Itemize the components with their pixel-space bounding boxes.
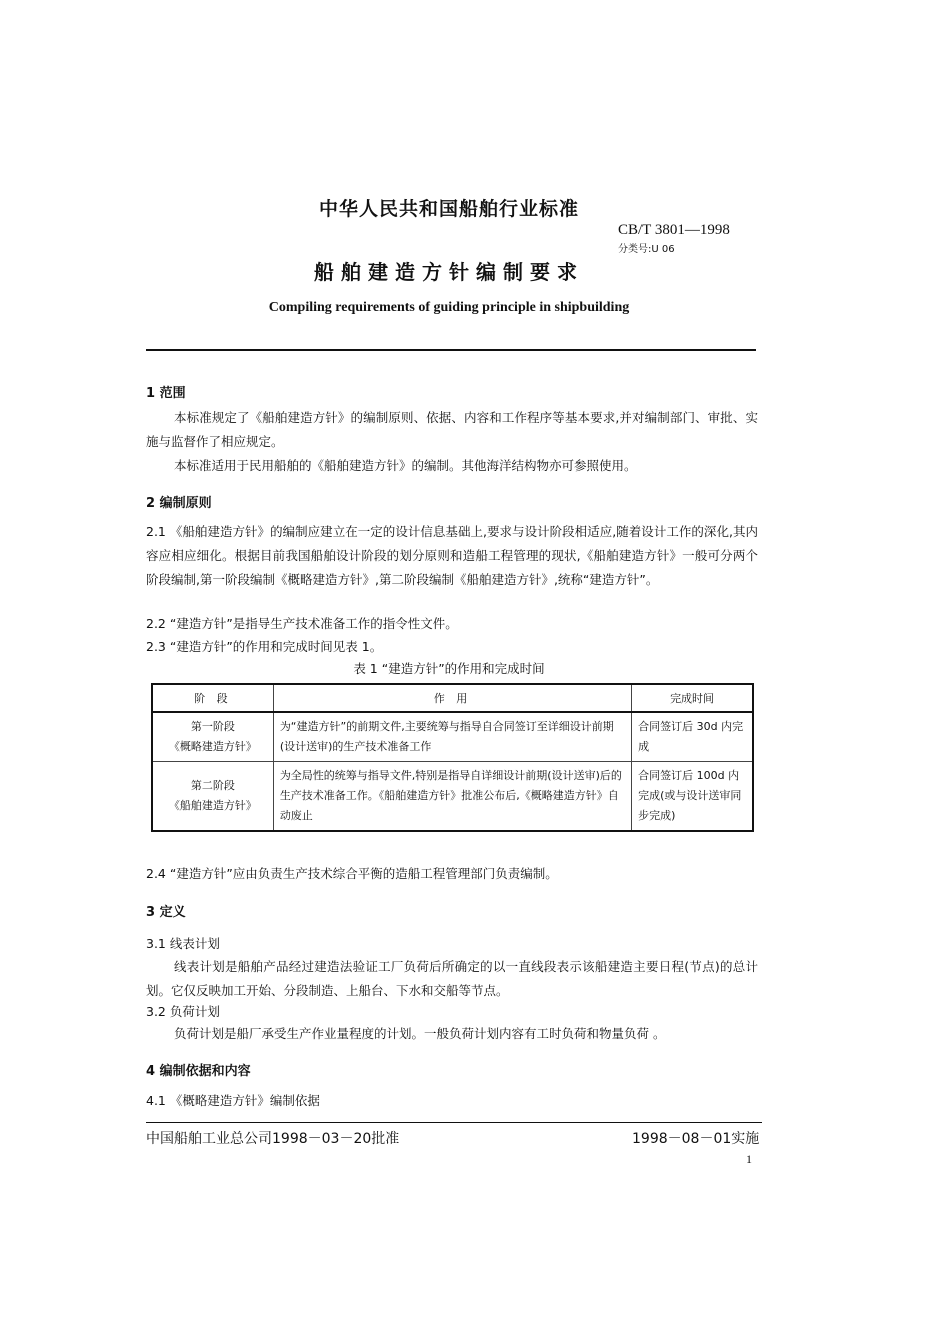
approval-date: 中国船舶工业总公司1998－03－20批准 bbox=[146, 1131, 400, 1147]
table-header-stage: 阶 段 bbox=[152, 684, 273, 712]
clause-2-4: 2.4 “建造方针”应由负责生产技术综合平衡的造船工程管理部门负责编制。 bbox=[146, 866, 558, 881]
table-row bbox=[152, 762, 753, 832]
clause-2-2: 2.2 “建造方针”是指导生产技术准备工作的指令性文件。 bbox=[146, 616, 458, 631]
table-cell-stage bbox=[152, 712, 273, 762]
stage-document: 《概略建造方针》 bbox=[168, 740, 257, 753]
clause-3-2-text: 负荷计划是船厂承受生产作业量程度的计划。一般负荷计划内容有工时负荷和物量负荷 。 bbox=[174, 1026, 666, 1041]
clause-4-1: 4.1 《概略建造方针》编制依据 bbox=[146, 1093, 320, 1108]
clause-3-1-title: 3.1 线表计划 bbox=[146, 936, 220, 951]
clause-2-1: 2.1 《船舶建造方针》的编制应建立在一定的设计信息基础上,要求与设计阶段相适应,随着设计工作的深化,其内容应相应细化。根据目前我国船舶设计阶段的划分原则和造船工程管理的现状,《船舶建造方针》一般可分两个阶段编制,第一阶段编制《概略建造方针》,第二阶段编制《船舶建造方针》,统称“建造方针”。 bbox=[146, 524, 758, 587]
table-1 bbox=[151, 683, 754, 832]
section-1-paragraph-2: 本标准适用于民用船舶的《船舶建造方针》的编制。其他海洋结构物亦可参照使用。 bbox=[174, 458, 637, 473]
table-cell-stage bbox=[152, 762, 273, 832]
document-title: 船舶建造方针编制要求 bbox=[314, 260, 584, 284]
table-row bbox=[152, 712, 753, 762]
classification-number: 分类号:U 06 bbox=[618, 244, 675, 255]
table-cell-time: 合同签订后 30d 内完成 bbox=[632, 712, 753, 762]
section-2-heading: 2 编制原则 bbox=[146, 496, 212, 511]
table-header-row bbox=[152, 684, 753, 712]
clause-3-2-title: 3.2 负荷计划 bbox=[146, 1004, 220, 1019]
section-4-heading: 4 编制依据和内容 bbox=[146, 1064, 251, 1079]
section-1-heading: 1 范围 bbox=[146, 386, 186, 401]
section-3-heading: 3 定义 bbox=[146, 905, 186, 920]
stage-label: 第二阶段 bbox=[190, 779, 235, 792]
stage-label: 第一阶段 bbox=[190, 720, 235, 733]
footer-divider bbox=[146, 1122, 762, 1123]
header-divider bbox=[146, 349, 756, 351]
clause-2-3: 2.3 “建造方针”的作用和完成时间见表 1。 bbox=[146, 639, 383, 654]
document-subtitle-en: Compiling requirements of guiding principle in shipbuilding bbox=[268, 300, 630, 315]
table-header-time: 完成时间 bbox=[632, 684, 753, 712]
table-header-effect: 作 用 bbox=[273, 684, 631, 712]
standard-body-title: 中华人民共和国船舶行业标准 bbox=[318, 198, 579, 220]
implementation-date: 1998－08－01实施 bbox=[632, 1131, 760, 1147]
table-1-caption: 表 1 “建造方针”的作用和完成时间 bbox=[353, 661, 545, 676]
clause-3-1-text: 线表计划是船舶产品经过建造法验证工厂负荷后所确定的以一直线段表示该船建造主要日程(节点)的总计划。它仅反映加工开始、分段制造、上船台、下水和交船等节点。 bbox=[146, 959, 758, 998]
standard-code: CB/T 3801—1998 bbox=[618, 222, 730, 238]
table-cell-effect: 为全局性的统筹与指导文件,特别是指导自详细设计前期(设计送审)后的生产技术准备工作。《船舶建造方针》批准公布后,《概略建造方针》自动废止 bbox=[273, 762, 631, 832]
section-1-paragraph-1: 本标准规定了《船舶建造方针》的编制原则、依据、内容和工作程序等基本要求,并对编制部门、审批、实施与监督作了相应规定。 bbox=[146, 410, 758, 449]
table-cell-effect: 为“建造方针”的前期文件,主要统筹与指导自合同签订至详细设计前期(设计送审)的生产技术准备工作 bbox=[273, 712, 631, 762]
page-number: 1 bbox=[746, 1152, 752, 1166]
stage-document: 《船舶建造方针》 bbox=[168, 799, 257, 812]
table-cell-time: 合同签订后 100d 内完成(或与设计送审同步完成) bbox=[632, 762, 753, 832]
